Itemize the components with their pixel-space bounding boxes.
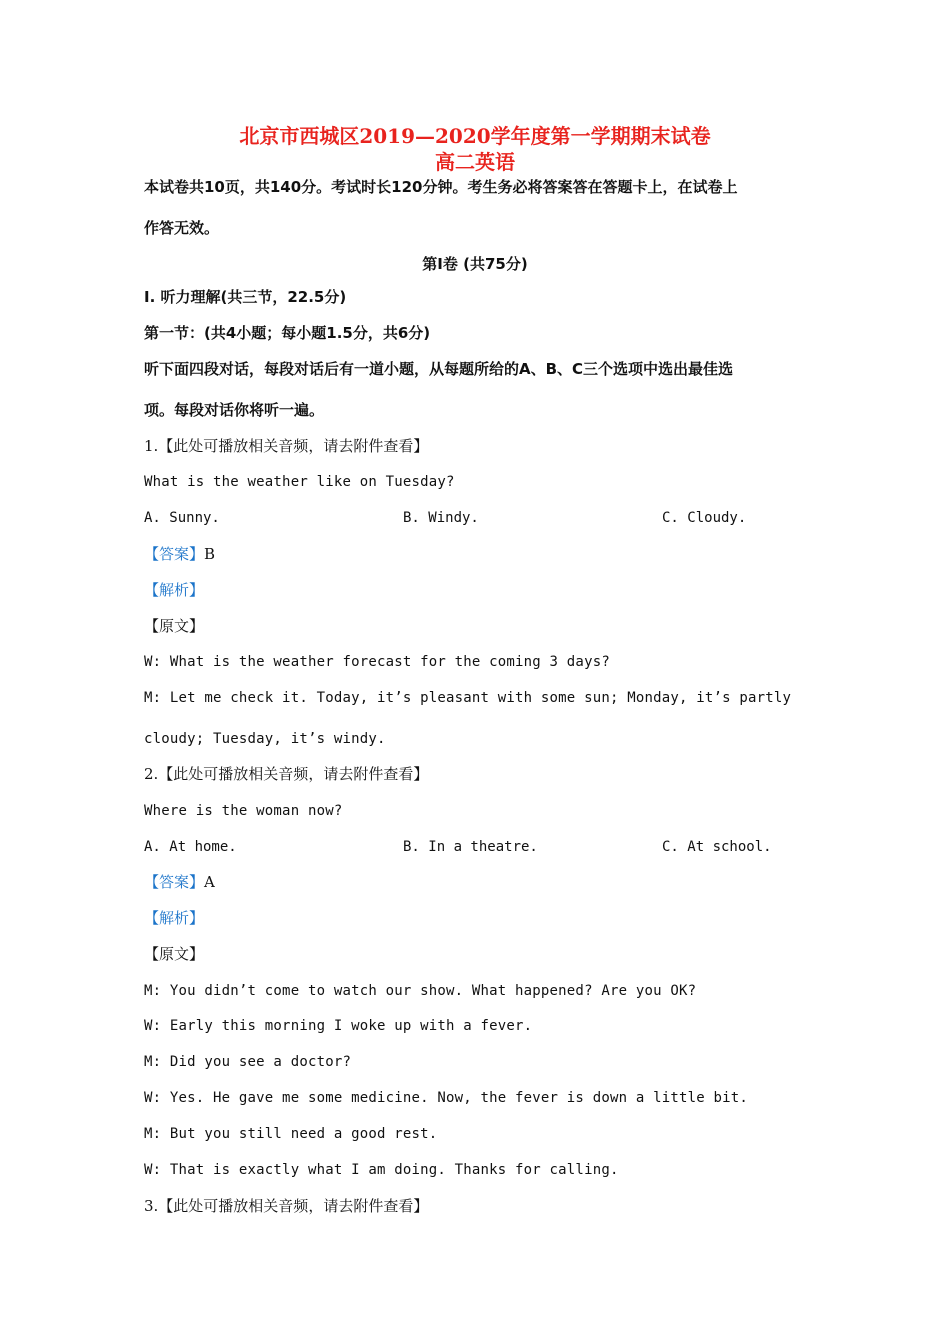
q2-answer-label: 【答案】 [144, 873, 205, 891]
part-heading: I. 听力理解(共三节，22.5分) [144, 288, 347, 306]
q1-answer-value: B [204, 545, 216, 563]
q1-audio-prompt[interactable]: 1.【此处可播放相关音频，请去附件查看】 [144, 437, 429, 455]
q1-option-a: A. Sunny. [144, 510, 220, 526]
q2-audio-prompt[interactable]: 2.【此处可播放相关音频，请去附件查看】 [144, 765, 429, 783]
q2-question: Where is the woman now? [144, 803, 343, 819]
q2-analysis-label: 【解析】 [144, 909, 205, 927]
q2-option-c: C. At school. [662, 839, 772, 855]
q1-transcript-line-2: M: Let me check it. Today, it’s pleasant with some sun; Monday, it’s partly [144, 690, 792, 706]
instructions-line-1: 听下面四段对话，每段对话后有一道小题，从每题所给的A、B、C三个选项中选出最佳选 [144, 360, 734, 378]
q2-transcript-line-4: W: Yes. He gave me some medicine. Now, the fever is down a little bit. [144, 1090, 749, 1106]
intro-line-1: 本试卷共10页，共140分。考试时长120分钟。考生务必将答案答在答题卡上，在试卷上 [144, 178, 738, 196]
q1-question: What is the weather like on Tuesday? [144, 474, 455, 490]
q1-analysis-label: 【解析】 [144, 581, 205, 599]
q2-option-a: A. At home. [144, 839, 237, 855]
q2-answer [144, 872, 215, 892]
section-heading: 第I卷 (共75分) [422, 255, 528, 273]
exam-subject: 高二英语 [435, 150, 515, 174]
q1-transcript-line-3: cloudy; Tuesday, it’s windy. [144, 731, 386, 747]
q1-answer [144, 544, 215, 564]
q2-transcript-line-5: M: But you still need a good rest. [144, 1126, 438, 1142]
q2-transcript-line-3: M: Did you see a doctor? [144, 1054, 352, 1070]
exam-title: 北京市西城区2019—2020学年度第一学期期末试卷 [239, 124, 711, 148]
part-subheading: 第一节：(共4小题；每小题1.5分，共6分) [144, 324, 431, 342]
q1-transcript-line-1: W: What is the weather forecast for the coming 3 days? [144, 654, 610, 670]
q1-transcript-label: 【原文】 [144, 617, 205, 635]
q1-option-c: C. Cloudy. [662, 510, 747, 526]
q2-transcript-line-1: M: You didn’t come to watch our show. What happened? Are you OK? [144, 983, 697, 999]
q2-answer-value: A [204, 873, 215, 891]
q2-option-b: B. In a theatre. [403, 839, 538, 855]
q2-transcript-line-2: W: Early this morning I woke up with a fever. [144, 1018, 533, 1034]
instructions-line-2: 项。每段对话你将听一遍。 [144, 401, 325, 419]
q1-option-b: B. Windy. [403, 510, 479, 526]
q2-transcript-line-6: W: That is exactly what I am doing. Thanks for calling. [144, 1162, 619, 1178]
q3-audio-prompt[interactable]: 3.【此处可播放相关音频，请去附件查看】 [144, 1197, 429, 1215]
q1-answer-label: 【答案】 [144, 545, 205, 563]
intro-line-2: 作答无效。 [144, 219, 220, 237]
q2-transcript-label: 【原文】 [144, 945, 205, 963]
